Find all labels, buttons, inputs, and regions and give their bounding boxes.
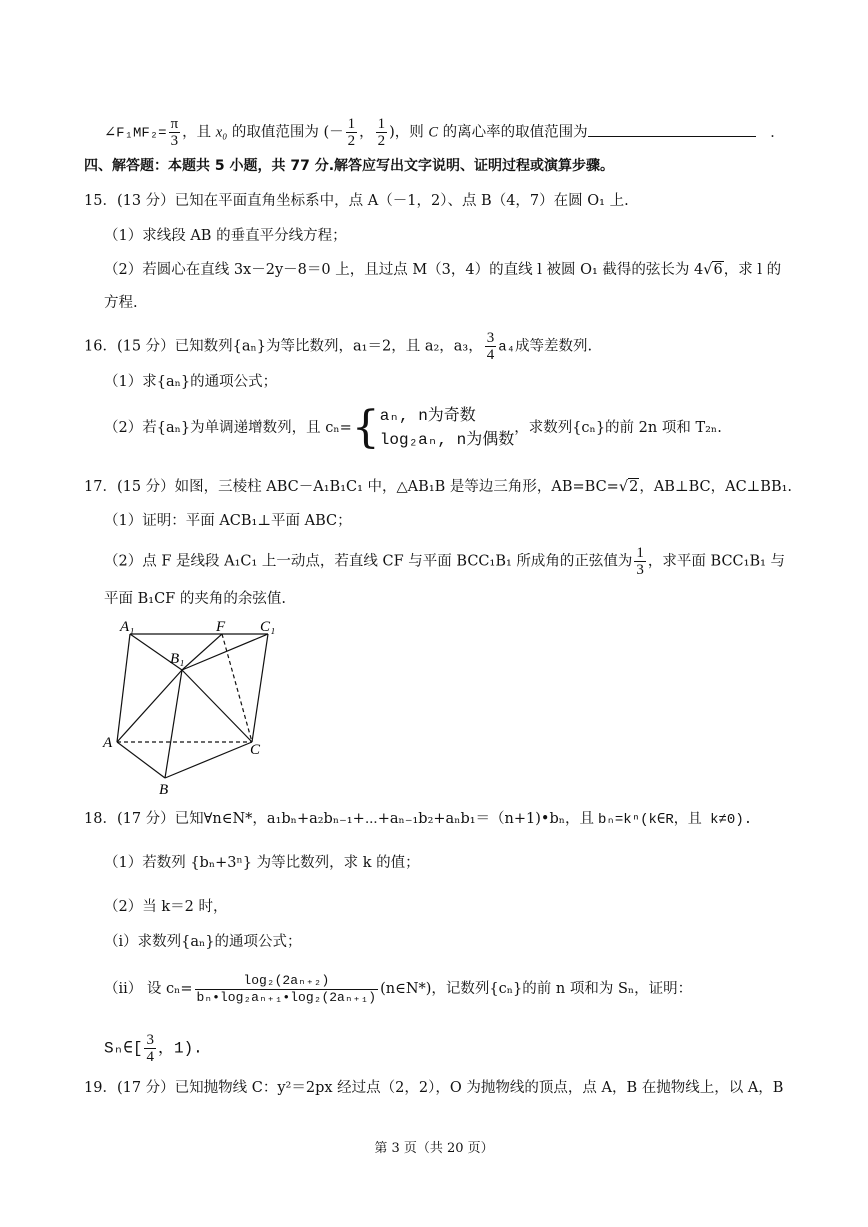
fraction-3-4-sn: $\frac{3}{4}$	[146, 1032, 154, 1065]
piecewise-cases: { aₙ, n为奇数 log₂aₙ, n为偶数	[351, 402, 515, 453]
cn-fraction: $\frac{\text{log₂(2aₙ₊₂)}}{\text{bₙ•log₂aₙ₊₁•log₂(2aₙ₊₁)}}$	[196, 972, 377, 1005]
q15-part2-cont: 方程.	[104, 295, 138, 311]
q18-part2-i: （i）求数列{aₙ}的通项公式；	[104, 934, 302, 950]
label-a1: A₁	[120, 619, 135, 635]
q18-stem: 18．(17 分）已知∀n∈N*，a₁bₙ+a₂bₙ₋₁+⋯+aₙ₋₁b₂+aₙb₁＝（n+1)•bₙ，且 bₙ=kⁿ(k∈R，且 k≠0).	[84, 811, 753, 828]
edge-b1-c1	[182, 634, 268, 670]
q16-part1: （1）求{aₙ}的通项公式；	[104, 374, 278, 390]
angle-symbol: ∠	[104, 124, 117, 141]
q15-part1: （1）求线段 AB 的垂直平分线方程；	[104, 228, 347, 244]
angle-expr: F₁MF₂=	[116, 125, 167, 142]
page-footer: 第 3 页（共 20 页）	[374, 1141, 494, 1156]
q17-stem: 17．(15 分）如图，三棱柱 ABC－A₁B₁C₁ 中，△AB₁B 是等边三角形，AB=BC=√2，AB⊥BC，AC⊥BB₁.	[84, 476, 792, 498]
edge-c1-c	[252, 634, 268, 742]
q17-part2-cont: 平面 B₁CF 的夹角的余弦值.	[104, 591, 286, 607]
answer-blank[interactable]	[588, 122, 756, 137]
sqrt-2: √2	[618, 479, 639, 495]
q17-part1: （1）证明：平面 ACB₁⊥平面 ABC；	[104, 513, 352, 529]
edge-a-b	[117, 742, 165, 778]
fraction-half: $\frac{1}{2}$	[347, 116, 356, 149]
edge-b1-f	[182, 634, 222, 670]
label-b1: B₁	[170, 651, 185, 667]
pi-over-3: $\frac{\pi}{3}$	[170, 116, 179, 149]
q14-continuation: ∠F₁MF₂= $\frac{\pi}{3}$ ，且 x₀ 的取值范围为 (－ $\frac{1}{2}$ ， $\frac{1}{2}$ )，则 C 的离心率的取值范围为 ．	[104, 116, 785, 149]
edge-a1-a	[117, 634, 130, 742]
section-heading: 四、解答题：本题共 5 小题，共 77 分.解答应写出文字说明、证明过程或演算步骤。	[84, 158, 615, 174]
q15-part2: （2）若圆心在直线 3x－2y－8＝0 上，且过点 M（3，4）的直线 l 被圆 O₁ 截得的弦长为 4√6，求 l 的	[104, 259, 781, 281]
edge-b1-c	[182, 670, 252, 742]
q18-part2: （2）当 k＝2 时，	[104, 899, 228, 915]
q16-part2: （2）若{aₙ}为单调递增数列，且 cₙ={ aₙ, n为奇数 log₂aₙ, n为偶数 ，求数列{cₙ}的前 2n 项和 T₂ₙ.	[104, 398, 722, 458]
q18-part2-ii: （ii） 设 cₙ= $\frac{\text{log₂(2aₙ₊₂)}}{\text{bₙ•log₂aₙ₊₁•log₂(2aₙ₊₁)}}$ (n∈N*)，记数列{cₙ}的前 n 项和为 Sₙ，证明：	[104, 972, 693, 1005]
label-a: A	[103, 735, 113, 751]
q18-part1: （1）若数列 {bₙ+3ⁿ} 为等比数列，求 k 的值；	[104, 855, 420, 871]
q19-stem: 19．(17 分）已知抛物线 C：y²＝2px 经过点（2，2），O 为抛物线的顶点，点 A，B 在抛物线上，以 A，B	[84, 1080, 784, 1096]
prism-figure	[100, 615, 290, 800]
q16-stem: 16．(15 分）已知数列{aₙ}为等比数列，a₁＝2，且 a₂，a₃， $\frac{3}{4}$ a₄成等差数列.	[84, 330, 593, 363]
fraction-1-3: $\frac{1}{3}$	[636, 545, 644, 578]
fraction-3-4: $\frac{3}{4}$	[486, 330, 495, 363]
q15-stem: 15．(13 分）已知在平面直角坐标系中，点 A（－1，2）、点 B（4，7）在圆 O₁ 上.	[84, 193, 629, 209]
q17-part2: （2）点 F 是线段 A₁C₁ 上一动点，若直线 CF 与平面 BCC₁B₁ 所成角的正弦值为 $\frac{1}{3}$ ，求平面 BCC₁B₁ 与	[104, 545, 786, 578]
fraction-half-2: $\frac{1}{2}$	[377, 116, 386, 149]
label-c1: C₁	[260, 619, 276, 635]
label-c: C	[250, 742, 261, 758]
label-b: B	[159, 782, 169, 798]
edge-b-c	[165, 742, 252, 778]
sqrt-6: √6	[703, 262, 723, 278]
q18-sn-range: Sₙ∈[ $\frac{3}{4}$ ，1).	[104, 1032, 203, 1065]
label-f: F	[216, 619, 226, 635]
